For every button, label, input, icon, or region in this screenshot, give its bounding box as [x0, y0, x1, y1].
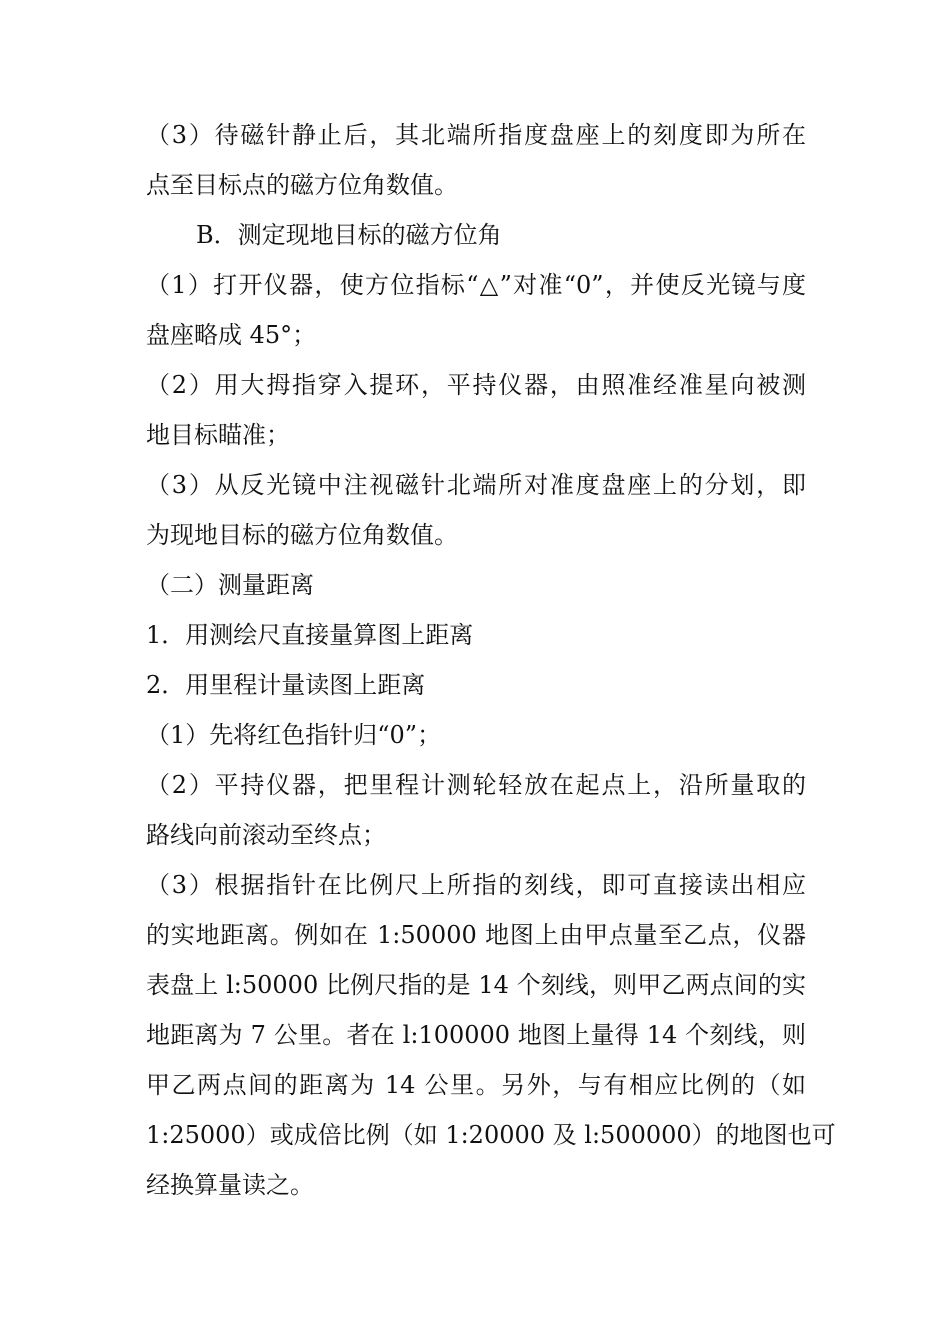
paragraph-line: （3）根据指针在比例尺上所指的刻线，即可直接读出相应	[146, 871, 806, 899]
paragraph-line: （1）先将红色指针归“0”；	[146, 721, 442, 749]
body-text	[146, 110, 836, 1210]
paragraph-line: （2）用大拇指穿入提环，平持仪器，由照准经准星向被测	[146, 371, 806, 399]
paragraph-line: 为现地目标的磁方位角数值。	[146, 521, 458, 549]
paragraph-line: （3）从反光镜中注视磁针北端所对准度盘座上的分划，即	[146, 471, 806, 499]
paragraph-line: 表盘上 l:50000 比例尺指的是 14 个刻线，则甲乙两点间的实	[146, 971, 806, 999]
paragraph-line: 地目标瞄准；	[146, 421, 290, 449]
paragraph-line: 甲乙两点间的距离为 14 公里。另外，与有相应比例的（如	[146, 1071, 806, 1099]
list-item: 2．用里程计量读图上距离	[146, 671, 426, 699]
paragraph-line: 盘座略成 45°；	[146, 321, 317, 349]
list-item: 1．用测绘尺直接量算图上距离	[146, 621, 474, 649]
paragraph-line: 的实地距离。例如在 1:50000 地图上由甲点量至乙点，仪器	[146, 921, 806, 949]
paragraph-line: （3）待磁针静止后，其北端所指度盘座上的刻度即为所在	[146, 121, 806, 149]
paragraph-line: 地距离为 7 公里。者在 l:100000 地图上量得 14 个刻线，则	[146, 1021, 806, 1049]
paragraph-line: 点至目标点的磁方位角数值。	[146, 171, 458, 199]
section-heading: （二）测量距离	[146, 571, 314, 599]
section-heading: B．测定现地目标的磁方位角	[196, 221, 502, 249]
paragraph-line: 路线向前滚动至终点；	[146, 821, 386, 849]
paragraph-line: 1:25000）或成倍比例（如 1:20000 及 l:500000）的地图也可	[146, 1121, 836, 1149]
paragraph-line: （1）打开仪器，使方位指标“△”对准“0”，并使反光镜与度	[146, 271, 806, 299]
paragraph-line: 经换算量读之。	[146, 1171, 314, 1199]
paragraph-line: （2）平持仪器，把里程计测轮轻放在起点上，沿所量取的	[146, 771, 806, 799]
